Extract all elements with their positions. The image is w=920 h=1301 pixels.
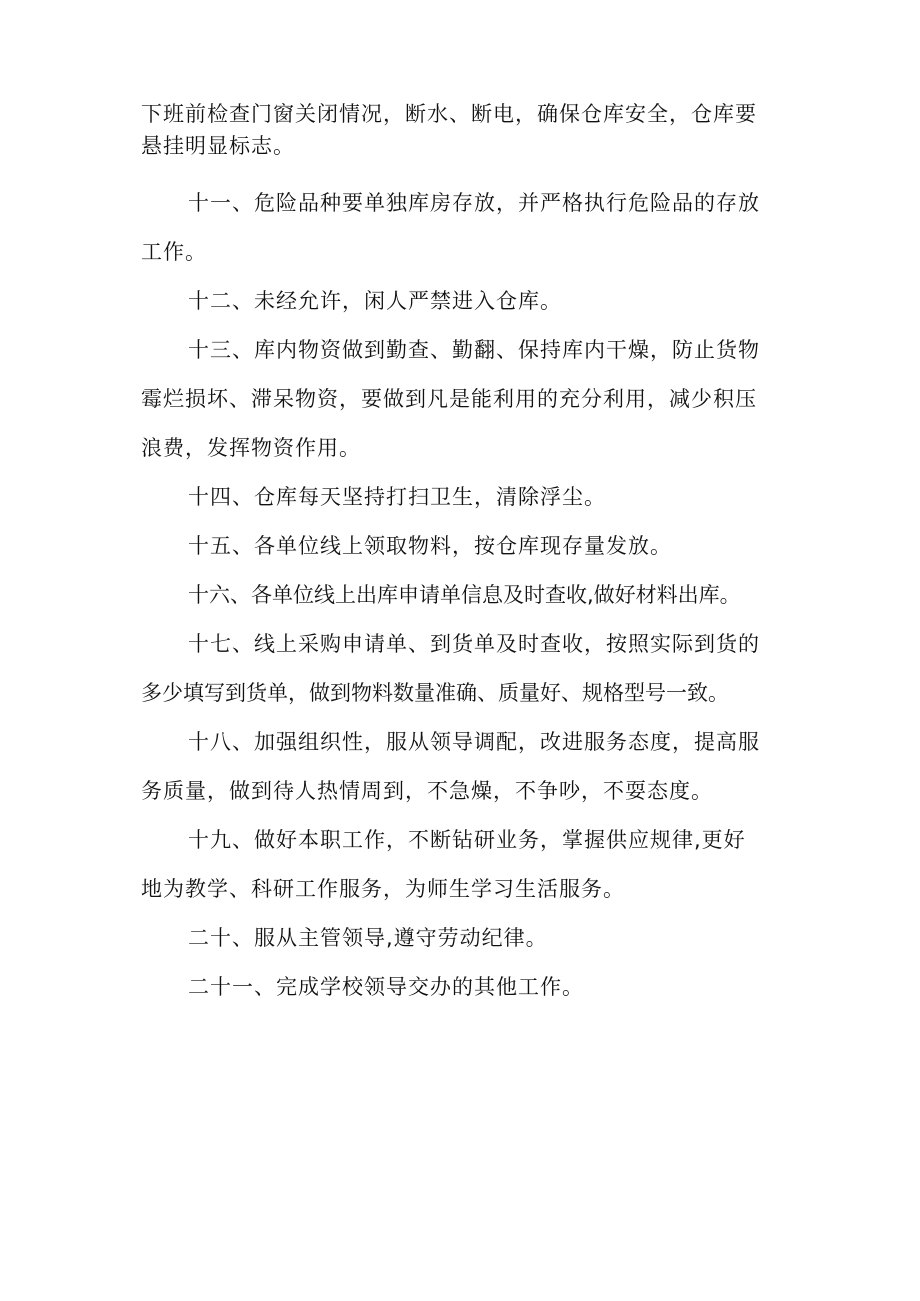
- text-line: 十五、各单位线上领取物料，按仓库现存量发放。: [188, 534, 672, 558]
- paragraph-13: [141, 326, 791, 473]
- paragraph-20: [141, 914, 791, 963]
- document-body: [141, 98, 791, 1012]
- paragraph-16: [141, 571, 791, 620]
- text-line: 十八、加强组织性，服从领导调配，改进服务态度，提高服: [188, 730, 760, 754]
- text-line: 十三、库内物资做到勤查、勤翻、保持库内干燥，防止货物: [188, 338, 760, 362]
- text-line: 十九、做好本职工作，不断钻研业务，掌握供应规律,更好: [188, 828, 746, 852]
- text-line: 地为教学、科研工作服务，为师生学习生活服务。: [141, 877, 625, 901]
- text-line: 务质量，做到待人热情周到，不急燥，不争吵，不耍态度。: [141, 779, 713, 803]
- text-line: 十四、仓库每天坚持打扫卫生，清除浮尘。: [188, 485, 606, 509]
- text-line: 二十、服从主管领导,遵守劳动纪律。: [188, 926, 548, 950]
- text-line: 十二、未经允许，闲人严禁进入仓库。: [188, 289, 562, 313]
- text-line: 悬挂明显标志。: [141, 134, 295, 158]
- paragraph-10-continued: [141, 98, 791, 162]
- paragraph-19: [141, 816, 791, 914]
- paragraph-14: [141, 473, 791, 522]
- paragraph-21: [141, 963, 791, 1012]
- text-line: 十七、线上采购申请单、到货单及时查收，按照实际到货的: [188, 632, 760, 656]
- paragraph-18: [141, 718, 791, 816]
- text-line: 霉烂损坏、滞呆物资，要做到凡是能利用的充分利用，减少积压: [141, 387, 757, 411]
- text-line: 下班前检查门窗关闭情况，断水、断电，确保仓库安全，仓库要: [141, 102, 757, 126]
- text-line: 十一、危险品种要单独库房存放，并严格执行危险品的存放: [188, 191, 760, 215]
- paragraph-17: [141, 620, 791, 718]
- text-line: 工作。: [141, 240, 207, 264]
- text-line: 十六、各单位线上出库申请单信息及时查收,做好材料出库。: [188, 583, 741, 607]
- paragraph-11: [141, 179, 791, 277]
- paragraph-12: [141, 277, 791, 326]
- text-line: 二十一、完成学校领导交办的其他工作。: [188, 975, 584, 999]
- text-line: 浪费，发挥物资作用。: [141, 436, 361, 460]
- text-line: 多少填写到货单，做到物料数量准确、质量好、规格型号一致。: [141, 681, 729, 705]
- paragraph-15: [141, 522, 791, 571]
